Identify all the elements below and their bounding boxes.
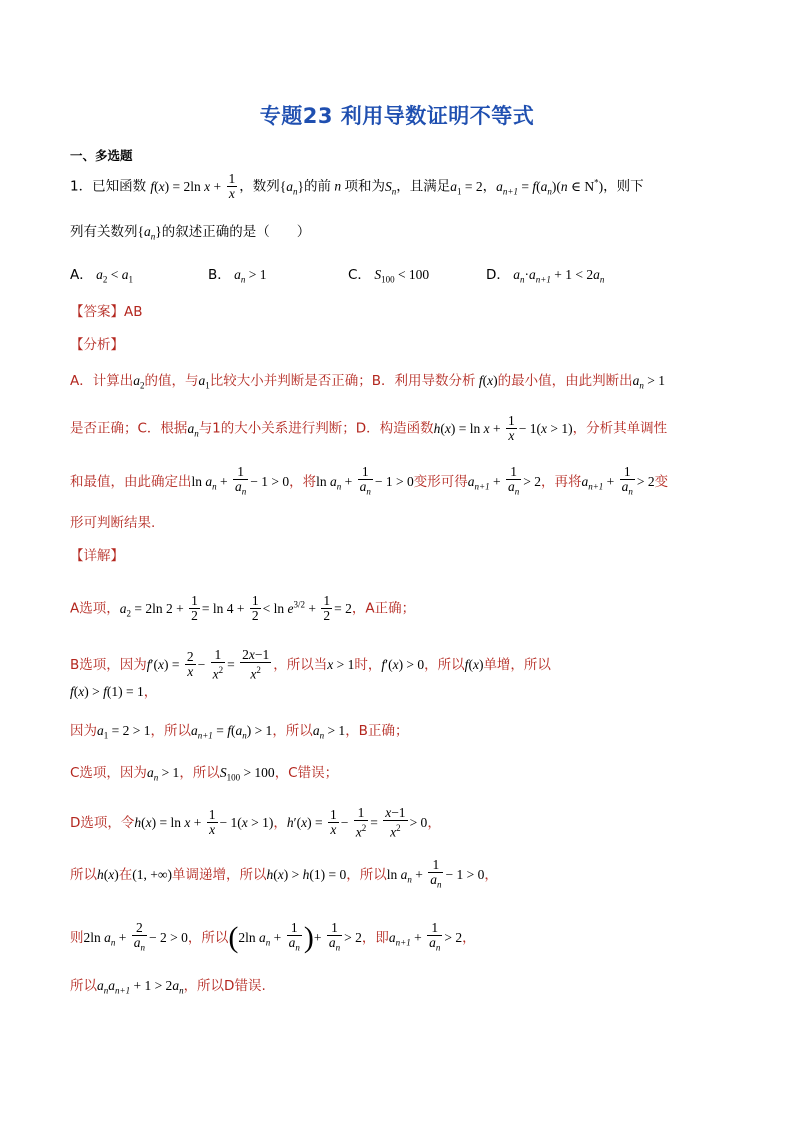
analysis-line-2: 是否正确；C．根据$a_n$与1的大小关系进行判断；D．构造函数h(x) = ln x + $\frac{1}{x}$ − 1(x > 1)，分析其单调性 — [70, 413, 668, 443]
detail-text: ，所以当 — [273, 656, 328, 673]
detail-text: ，所以 — [150, 723, 191, 739]
analysis-text: A．计算出 — [70, 373, 134, 389]
detail-text: 时， — [354, 656, 382, 673]
question-number: 1． — [70, 178, 93, 195]
detail-text: ，所以 — [272, 723, 313, 739]
analysis-text: 和最值，由此确定出 — [70, 473, 192, 490]
question-text: ，数列 — [239, 178, 280, 195]
detail-text: ，所以 — [187, 929, 229, 946]
detail-text: 单调递增，所以 — [171, 866, 267, 883]
detail-text: ，所以 — [179, 765, 220, 781]
detail-text: ， — [484, 866, 498, 883]
detail-text: ，B正确； — [345, 723, 409, 739]
page-title: 专题23 利用导数证明不等式 — [259, 104, 535, 128]
detail-line-g: 则2ln $a_n$ + $\frac{2}{a_n}$ − 2 > 0，所以(2ln $a_n$ + $\frac{1}{a_n}$ )+ $\frac{1}{a_n}$ > 2，即$a_{n+1}$ + $\frac{1}{a_n}$ > 2， — [70, 920, 476, 954]
detail-text: ，所以D错误. — [183, 978, 266, 994]
detail-text: B选项，因为 — [70, 656, 147, 673]
detail-text: ，即 — [361, 929, 389, 946]
detail-line-b2: f(x) > f(1) = 1， — [70, 684, 158, 700]
formula: $\{a_n\}$ — [279, 178, 304, 197]
analysis-text: 比较大小并判断是否正确；B．利用导数分析 — [209, 373, 476, 389]
detail-text: D选项，令 — [70, 814, 135, 831]
detail-text: ，所以 — [346, 866, 387, 883]
analysis-text: ，再将 — [540, 473, 582, 490]
detail-text: ， — [427, 814, 441, 831]
question-text: 的叙述正确的是（ ） — [161, 224, 311, 240]
detail-label: 【详解】 — [70, 548, 124, 564]
option-a: A． $a_2 < a_1$ — [70, 267, 133, 285]
analysis-text: ，将 — [289, 473, 317, 490]
option-c: C． $S_{100} < 100$ — [348, 267, 430, 285]
detail-text: A选项， — [70, 600, 120, 617]
option-label: D． — [486, 267, 510, 283]
analysis-text: 的最小值，由此判断出 — [497, 373, 633, 389]
option-d: D． $a_n\cdot a_{n+1} + 1 < 2a_n$ — [486, 267, 605, 285]
analysis-line-1: A．计算出$a_2$的值，与$a_1$比较大小并判断是否正确；B．利用导数分析 f(x)的最小值，由此判断出$a_n > 1$ — [70, 373, 666, 391]
detail-text: 在 — [118, 866, 133, 883]
detail-text: ， — [273, 814, 287, 831]
question-text: 已知函数 — [92, 178, 147, 195]
detail-text: ，C错误； — [274, 765, 339, 781]
question-line-1: 1．已知函数 f(x) = 2ln x + $\frac{1}{x}$ ，数列$\{a_n\}$的前 n 项和为$S_n$，且满足$a_1 = 2$，$a_{n+1} = f(a_n)(n$ ∈ N*)，则下 — [70, 171, 644, 201]
detail-line-c: 因为$a_1 = 2 > 1$，所以$a_{n+1} = f(a_n) > 1$，所以$a_n > 1$，B正确； — [70, 723, 409, 741]
question-line-2 — [70, 223, 310, 246]
formula: n — [331, 178, 345, 194]
option-b: B． $a_n > 1$ — [208, 267, 267, 285]
option-label: B． — [208, 267, 231, 283]
detail-line-f: 所以h(x)在(1, +∞)单调递增，所以h(x) > h(1) = 0，所以$\ln a_n$ + $\frac{1}{a_n}$ − 1 > 0， — [70, 857, 498, 890]
formula: $a_{n+1} = f(a_n)(n$ ∈ N*) — [496, 177, 604, 197]
analysis-text: 是否正确；C．根据 — [70, 420, 188, 437]
option-label: A． — [70, 267, 93, 283]
question-text: 列有关数列 — [70, 224, 138, 240]
detail-line-e: D选项，令h(x) = ln x + $\frac{1}{x}$ − 1(x > 1)，h′(x) = $\frac{1}{x}$ − $\frac{1}{x^2}$ = $\frac{x-1}{x^2}$ > 0， — [70, 805, 441, 840]
analysis-line-4: 形可判断结果. — [70, 515, 156, 531]
detail-text: ，所以 — [424, 656, 465, 673]
detail-text: ， — [462, 929, 476, 946]
answer-value: AB — [124, 304, 143, 320]
detail-text: 则 — [70, 929, 84, 946]
detail-text: 所以 — [70, 978, 97, 994]
analysis-label: 【分析】 — [70, 337, 124, 353]
detail-text: C选项，因为 — [70, 765, 147, 781]
formula: f(x) = 2ln x + $\frac{1}{x}$ — [150, 171, 236, 201]
analysis-text: 变 — [654, 473, 669, 490]
analysis-text: 变形可得 — [413, 473, 468, 490]
detail-line-b: B选项，因为f′(x) = $\frac{2}{x}$ − $\frac{1}{x^2}$ = $\frac{2x-1}{x^2}$ ，所以当x > 1时，f′(x) > 0，所以f(x)单增，所以 — [70, 647, 551, 682]
detail-text: 单增，所以 — [483, 656, 551, 673]
option-label: C． — [348, 267, 371, 283]
detail-line-d: C选项，因为$a_n > 1$，所以$S_{100} > 100$，C错误； — [70, 765, 339, 783]
detail-line-h: 所以$a_na_{n+1} + 1 > 2a_n$，所以D错误. — [70, 978, 266, 996]
question-text: ，且满足 — [396, 178, 451, 195]
analysis-text: 的值，与 — [144, 373, 199, 389]
question-text: 项和为 — [344, 178, 385, 195]
analysis-text: ，分析其单调性 — [572, 420, 668, 437]
section-heading: 一、多选题 — [70, 148, 133, 163]
detail-line-a: A选项，$a_2 = 2\ln$ 2 + $\frac{1}{2}$ = ln 4 + $\frac{1}{2}$ < $\ln e^{3/2}$ + $\frac{1}{2}$ = 2，A正确； — [70, 593, 416, 623]
question-text: ，则下 — [603, 178, 644, 195]
detail-text: 所以 — [70, 866, 97, 883]
answer-line — [70, 303, 143, 321]
analysis-line-3: 和最值，由此确定出$\ln a_n$ + $\frac{1}{a_n}$ − 1 > 0，将$\ln a_n$ + $\frac{1}{a_n}$ − 1 > 0变形可得$a_{n+1}$ + $\frac{1}{a_n}$ > 2，再将$a_{n+1}$ + $\frac{1}{a_n}$ > 2变 — [70, 464, 669, 497]
question-text: 的前 — [304, 178, 331, 195]
formula: $S_n$ — [385, 178, 397, 197]
formula: $\{a_n\}$ — [137, 224, 162, 242]
detail-text: 因为 — [70, 723, 97, 739]
detail-text: ，A正确； — [351, 600, 416, 617]
analysis-text: 与1的大小关系进行判断；D．构造函数 — [198, 420, 434, 437]
answer-label: 【答案】 — [70, 304, 124, 320]
formula: $a_1 = 2$ — [450, 178, 483, 197]
